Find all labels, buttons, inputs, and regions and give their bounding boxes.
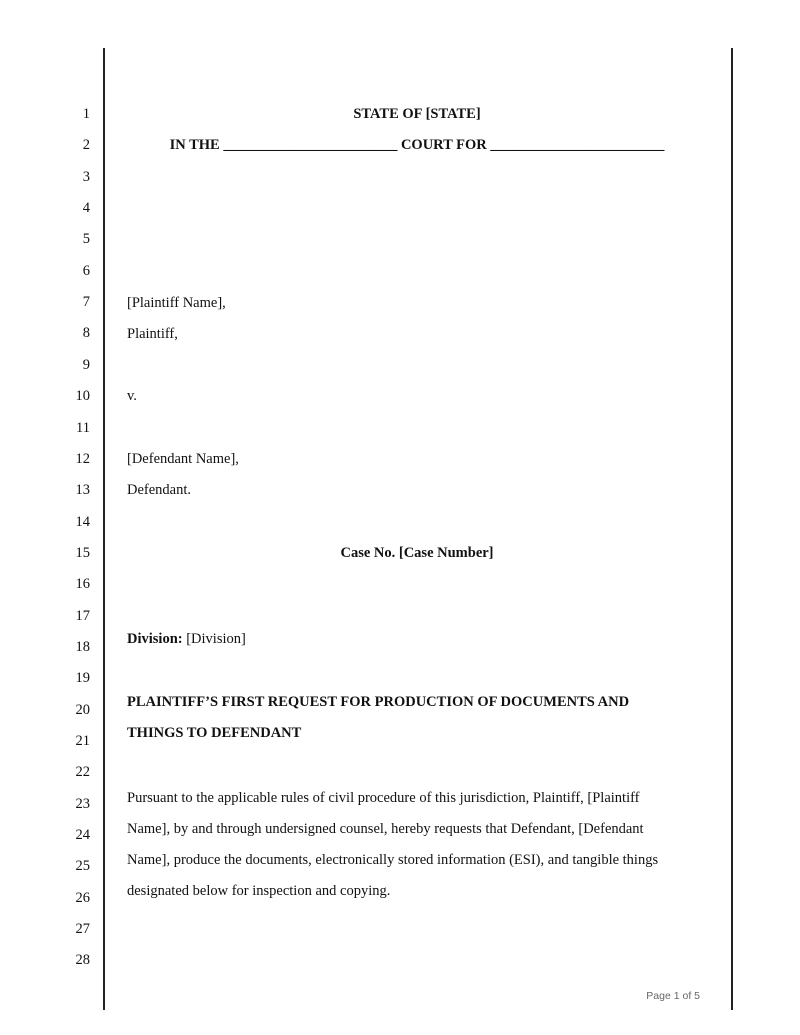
line-number: 13 <box>75 482 90 498</box>
line-number: 9 <box>82 357 90 373</box>
line-number: 16 <box>75 576 90 592</box>
body-paragraph-line-2: Name], by and through undersigned counsel, hereby requests that Defendant, [Defendant <box>127 821 644 837</box>
line-number: 27 <box>75 921 90 937</box>
line-number: 18 <box>75 639 90 655</box>
body-paragraph-line-4: designated below for inspection and copying. <box>127 883 391 899</box>
body-paragraph-line-1: Pursuant to the applicable rules of civil procedure of this jurisdiction, Plaintiff, [Plaintiff <box>127 790 640 806</box>
state-heading: STATE OF [STATE] <box>353 106 481 122</box>
right-margin-rule <box>731 48 733 1010</box>
versus-text: v. <box>127 388 137 404</box>
line-number: 25 <box>75 858 90 874</box>
line-number: 22 <box>75 764 90 780</box>
line-number: 8 <box>82 325 90 341</box>
line-number: 2 <box>82 137 90 153</box>
plaintiff-label: Plaintiff, <box>127 326 178 342</box>
division-value: [Division] <box>182 631 246 647</box>
line-number: 6 <box>82 263 90 279</box>
line-number: 1 <box>82 106 90 122</box>
division-line <box>127 630 246 648</box>
line-number: 7 <box>82 294 90 310</box>
line-number: 21 <box>75 733 90 749</box>
defendant-name: [Defendant Name], <box>127 451 239 467</box>
line-number: 28 <box>75 952 90 968</box>
line-number: 23 <box>75 796 90 812</box>
plaintiff-name: [Plaintiff Name], <box>127 295 226 311</box>
document-title-line-1: PLAINTIFF’S FIRST REQUEST FOR PRODUCTION OF DOCUMENTS AND <box>127 694 630 710</box>
line-number: 4 <box>82 200 90 216</box>
division-label: Division: <box>127 631 183 647</box>
line-number: 5 <box>82 231 90 247</box>
line-number: 19 <box>75 670 90 686</box>
body-paragraph-line-3: Name], produce the documents, electronically stored information (ESI), and tangible things <box>127 852 659 868</box>
court-heading: IN THE ________________________ COURT FOR ________________________ <box>169 137 665 153</box>
case-number: Case No. [Case Number] <box>340 545 494 561</box>
document-title-line-2: THINGS TO DEFENDANT <box>127 725 302 741</box>
line-number: 10 <box>75 388 90 404</box>
line-number: 11 <box>76 420 90 436</box>
page-number-footer: Page 1 of 5 <box>646 990 700 1002</box>
line-number: 12 <box>75 451 90 467</box>
left-margin-rule <box>103 48 105 1010</box>
line-number: 15 <box>75 545 90 561</box>
line-number: 3 <box>82 169 90 185</box>
defendant-label: Defendant. <box>127 482 192 498</box>
line-number: 14 <box>75 514 90 530</box>
line-number: 26 <box>75 890 90 906</box>
line-number: 17 <box>75 608 90 624</box>
line-number: 24 <box>75 827 90 843</box>
line-number: 20 <box>75 702 90 718</box>
